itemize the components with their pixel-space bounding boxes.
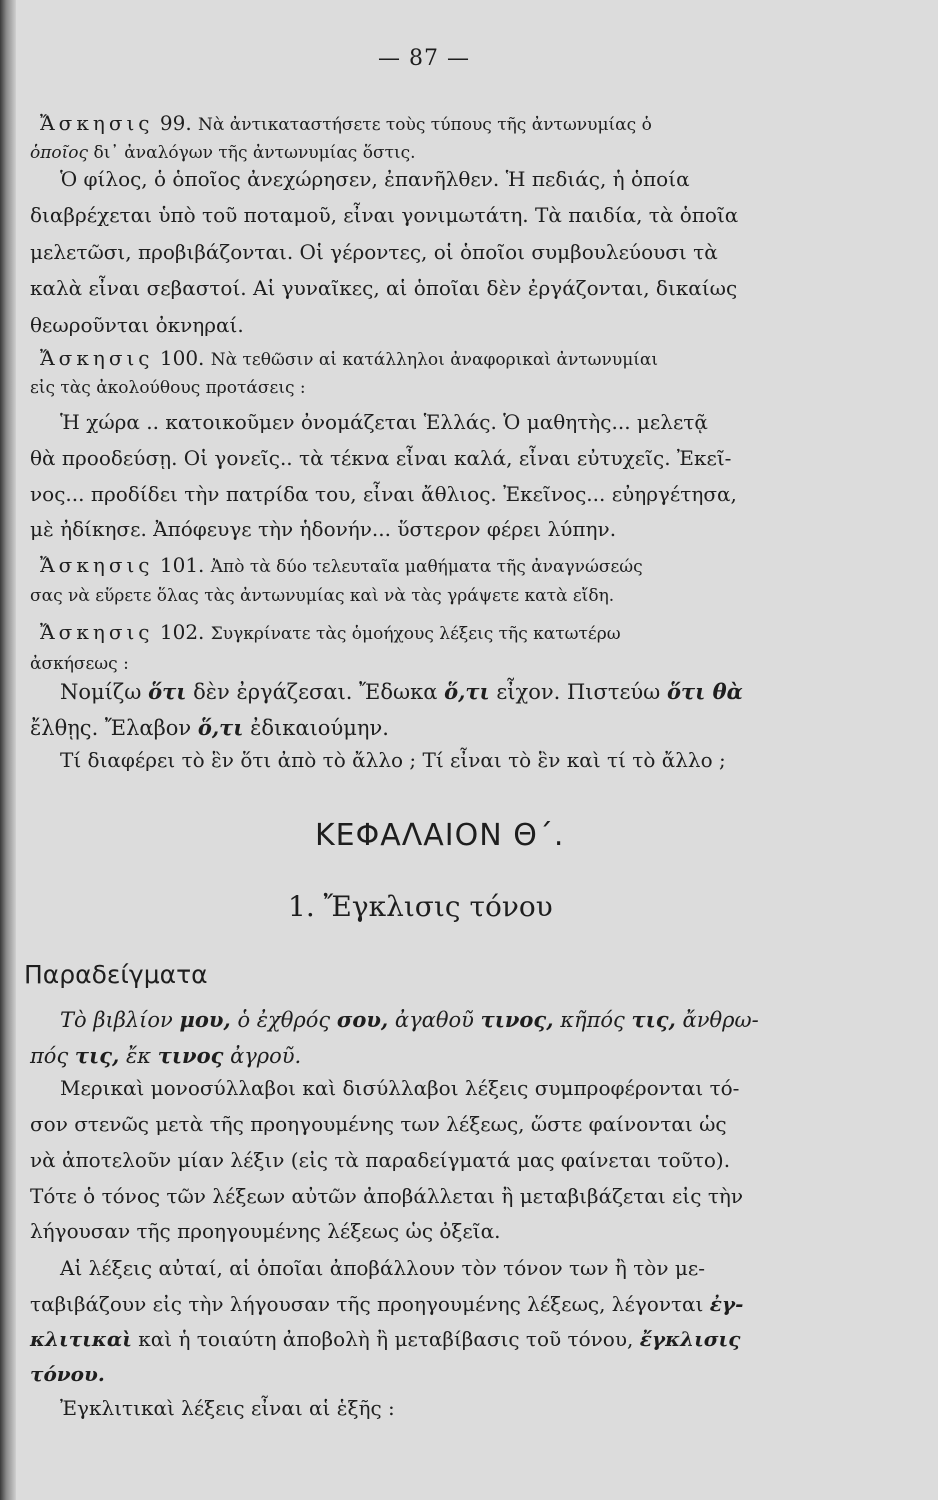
body-line: νὰ ἀποτελοῦν μίαν λέξιν (εἰς τὰ παραδείγματά μας φαίνεται τοῦτο). bbox=[30, 1148, 731, 1172]
exercise-99-line: Ὁ φίλος, ὁ ὁποῖος ἀνεχώρησεν, ἐπανῆλθεν. Ἡ πεδιάς, ἡ ὁποία bbox=[60, 167, 690, 191]
exercise-99-line: μελετῶσι, προβιβάζονται. Οἱ γέροντες, οἱ ὁποῖοι συμβουλεύουσι τὰ bbox=[30, 240, 718, 264]
exercise-100-line: θὰ προοδεύσῃ. Οἱ γονεῖς.. τὰ τέκνα εἶναι καλά, εἶναι εὐτυχεῖς. Ἐκεῖ- bbox=[30, 446, 732, 470]
chapter-title: ΚΕΦΑΛΑΙΟΝ Θ΄. bbox=[315, 818, 565, 853]
examples-line: πός τις, ἔκ τινος ἀγροῦ. bbox=[30, 1043, 302, 1068]
exercise-100-line: Ἡ χώρα .. κατοικοῦμεν ὀνομάζεται Ἑλλάς. Ὁ μαθητὴς... μελετᾷ bbox=[60, 410, 708, 434]
exercise-100-heading: Ἄσκησις 100. Νὰ τεθῶσιν αἱ κατάλληλοι ἀναφορικαὶ ἀντωνυμίαι bbox=[40, 346, 659, 370]
exercise-102-line: Νομίζω ὅτι δὲν ἐργάζεσαι. Ἔδωκα ὅ,τι εἶχον. Πιστεύω ὅτι θὰ bbox=[60, 679, 743, 704]
section-title: 1. Ἔγκλισις τόνου bbox=[288, 890, 553, 923]
page-number: — 87 — bbox=[378, 46, 470, 71]
exercise-99-heading: Ἄσκησις 99. Νὰ ἀντικαταστήσετε τοὺς τύπους τῆς ἀντωνυμίας ὁ bbox=[40, 111, 652, 135]
body-line: ταβιβάζουν εἰς τὴν λήγουσαν τῆς προηγουμένης λέξεως, λέγονται ἐγ- bbox=[30, 1292, 744, 1316]
exercise-100-instruction: εἰς τὰς ἀκολούθους προτάσεις : bbox=[30, 378, 306, 398]
examples-line: Τὸ βιβλίον μου, ὁ ἐχθρός σου, ἀγαθοῦ τινος, κῆπός τις, ἄνθρω- bbox=[60, 1007, 759, 1032]
exercise-101-instruction: σας νὰ εὕρετε ὅλας τὰς ἀντωνυμίας καὶ νὰ τὰς γράψετε κατὰ εἴδη. bbox=[30, 586, 615, 606]
exercise-102-instruction: ἀσκήσεως : bbox=[30, 654, 129, 674]
exercise-99-line: θεωροῦνται ὀκνηραί. bbox=[30, 313, 244, 337]
exercise-102-line: ἔλθῃς. Ἔλαβον ὅ,τι ἐδικαιούμην. bbox=[30, 715, 389, 740]
exercise-99-line: καλὰ εἶναι σεβαστοί. Αἱ γυναῖκες, αἱ ὁποῖαι δὲν ἐργάζονται, δικαίως bbox=[30, 276, 738, 300]
exercise-99-line: διαβρέχεται ὑπὸ τοῦ ποταμοῦ, εἶναι γονιμωτάτη. Τὰ παιδία, τὰ ὁποῖα bbox=[30, 203, 739, 227]
body-line: Ἐγκλιτικαὶ λέξεις εἶναι αἱ ἑξῆς : bbox=[60, 1396, 395, 1420]
body-line: λήγουσαν τῆς προηγουμένης λέξεως ὡς ὀξεῖα. bbox=[30, 1219, 501, 1243]
exercise-102-question: Τί διαφέρει τὸ ἓν ὅτι ἀπὸ τὸ ἄλλο ; Τί εἶναι τὸ ἓν καὶ τί τὸ ἄλλο ; bbox=[60, 748, 726, 772]
exercise-100-line: μὲ ἠδίκησε. Ἀπόφευγε τὴν ἡδονήν... ὕστερον φέρει λύπην. bbox=[30, 517, 617, 541]
body-line: κλιτικαὶ καὶ ἡ τοιαύτη ἀποβολὴ ἢ μεταβίβασις τοῦ τόνου, ἔγκλισις bbox=[30, 1327, 741, 1351]
body-line: σον στενῶς μετὰ τῆς προηγουμένης των λέξεως, ὥστε φαίνονται ὡς bbox=[30, 1112, 727, 1136]
exercise-101-heading: Ἄσκησις 101. Ἀπὸ τὰ δύο τελευταῖα μαθήματα τῆς ἀναγνώσεώς bbox=[40, 553, 643, 577]
binding-edge bbox=[0, 0, 16, 1500]
exercise-99-instruction: ὁποῖος δι᾿ ἀναλόγων τῆς ἀντωνυμίας ὅστις. bbox=[30, 143, 416, 163]
exercise-100-line: νος... προδίδει τὴν πατρίδα του, εἶναι ἄθλιος. Ἐκεῖνος... εὐηργέτησα, bbox=[30, 482, 737, 506]
exercise-102-heading: Ἄσκησις 102. Συγκρίνατε τὰς ὁμοήχους λέξεις τῆς κατωτέρω bbox=[40, 620, 621, 644]
body-line: τόνου. bbox=[30, 1362, 105, 1386]
body-line: Μερικαὶ μονοσύλλαβοι καὶ δισύλλαβοι λέξεις συμπροφέρονται τό- bbox=[60, 1076, 740, 1100]
examples-heading: Παραδείγματα bbox=[24, 960, 208, 989]
body-line: Αἱ λέξεις αὐταί, αἱ ὁποῖαι ἀποβάλλουν τὸν τόνον των ἢ τὸν με- bbox=[60, 1256, 705, 1280]
body-line: Τότε ὁ τόνος τῶν λέξεων αὐτῶν ἀποβάλλεται ἢ μεταβιβάζεται εἰς τὴν bbox=[30, 1184, 744, 1208]
